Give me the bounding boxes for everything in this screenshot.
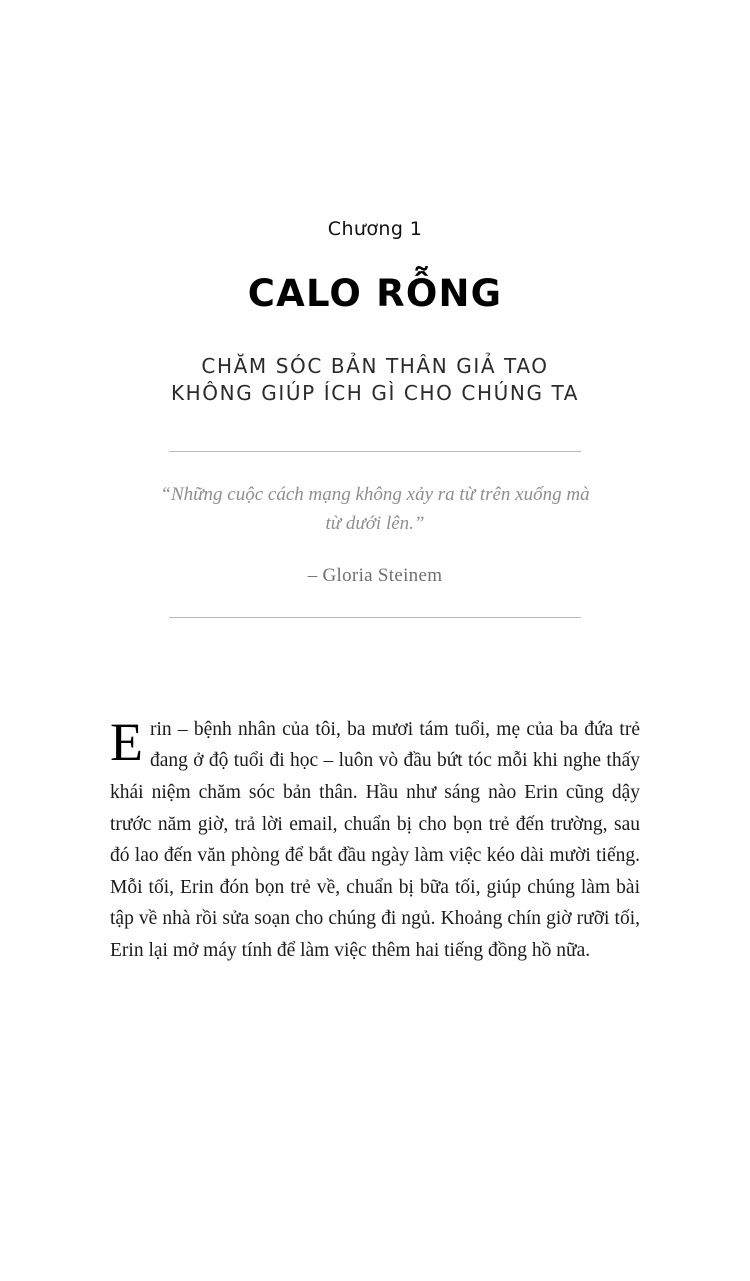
body-paragraph: Erin – bệnh nhân của tôi, ba mươi tám tuổi, mẹ của ba đứa trẻ đang ở độ tuổi đi học – luôn vò đầu bứt tóc mỗi khi nghe thấy khái niệm chăm sóc bản thân. Hầu như sáng nào Erin cũng dậy trước năm giờ, trả lời email, chuẩn bị cho bọn trẻ đến trường, sau đó lao đến văn phòng để bắt đầu ngày làm việc kéo dài mười tiếng. Mỗi tối, Erin đón bọn trẻ về, chuẩn bị bữa tối, giúp chúng làm bài tập về nhà rồi sửa soạn cho chúng đi ngủ. Khoảng chín giờ rưỡi tối, Erin lại mở máy tính để làm việc thêm hai tiếng đồng hồ nữa. [110,711,640,961]
chapter-title: CALO RỖNG [247,272,503,315]
epigraph-attribution: – Gloria Steinem [307,564,443,586]
chapter-subtitle-line-2: KHÔNG GIÚP ÍCH GÌ CHO CHÚNG TA [170,381,580,405]
chapter-subtitle [110,353,640,407]
epigraph-divider-bottom [169,617,581,618]
epigraph [110,480,640,587]
epigraph-quote: “Những cuộc cách mạng không xảy ra từ trên xuống mà từ dưới lên.” [160,484,590,535]
epigraph-divider-top [169,451,581,452]
chapter-subtitle-line-1: CHĂM SÓC BẢN THÂN GIẢ TAO [201,354,549,378]
book-page [0,218,750,1281]
chapter-label: Chương 1 [327,218,423,240]
